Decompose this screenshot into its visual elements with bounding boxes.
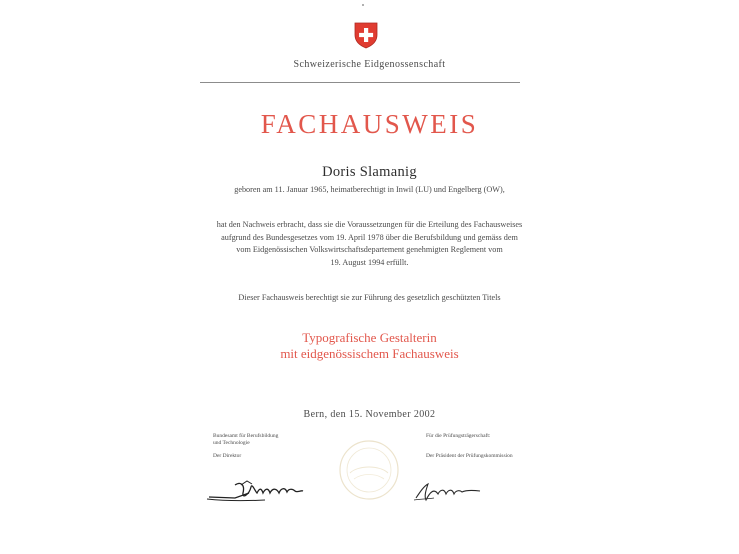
body-text: [0, 219, 739, 269]
body-line: 19. August 1994 erfüllt.: [330, 257, 409, 267]
certificate-title: FACHAUSWEIS: [260, 109, 479, 139]
speck: [362, 4, 364, 6]
left-signatory-org: [213, 433, 278, 447]
place-date: Bern, den 15. November 2002: [303, 409, 436, 420]
director-signature: [205, 471, 325, 507]
president-signature: [410, 478, 490, 504]
right-signatory-role: Der Präsident der Prüfungskommission: [426, 453, 513, 459]
qualification-title: [0, 330, 739, 362]
entitlement-line: Dieser Fachausweis berechtigt sie zur Führung des gesetzlich geschützten Titels: [238, 293, 501, 302]
org-line: Bundesamt für Berufsbildung: [213, 433, 279, 439]
holder-name: Doris Slamanig: [322, 164, 417, 180]
org-line: und Technologie: [213, 440, 250, 446]
body-line: aufgrund des Bundesgesetzes vom 19. April 1978 über die Berufsbildung und gemäss dem: [221, 232, 518, 242]
right-signatory-org: [426, 433, 490, 440]
header-divider: [200, 82, 520, 83]
qualification-line: mit eidgenössischem Fachausweis: [280, 346, 459, 361]
swiss-cross-shield-icon: [353, 21, 379, 49]
issuer-name: Schweizerische Eidgenossenschaft: [293, 59, 446, 70]
org-line: Für die Prüfungsträgerschaft:: [426, 433, 491, 439]
body-line: hat den Nachweis erbracht, dass sie die Voraussetzungen für die Erteilung des Fachausweises: [216, 220, 523, 229]
left-signatory-role: Der Direktor: [213, 453, 242, 459]
body-line: vom Eidgenössischen Volkswirtschaftsdepartement genehmigten Reglement vom: [236, 245, 503, 254]
birth-line: geboren am 11. Januar 1965, heimatberechtigt in Inwil (LU) und Engelberg (OW),: [234, 185, 505, 194]
qualification-line: Typografische Gestalterin: [302, 330, 437, 345]
embossed-seal: [338, 439, 400, 501]
